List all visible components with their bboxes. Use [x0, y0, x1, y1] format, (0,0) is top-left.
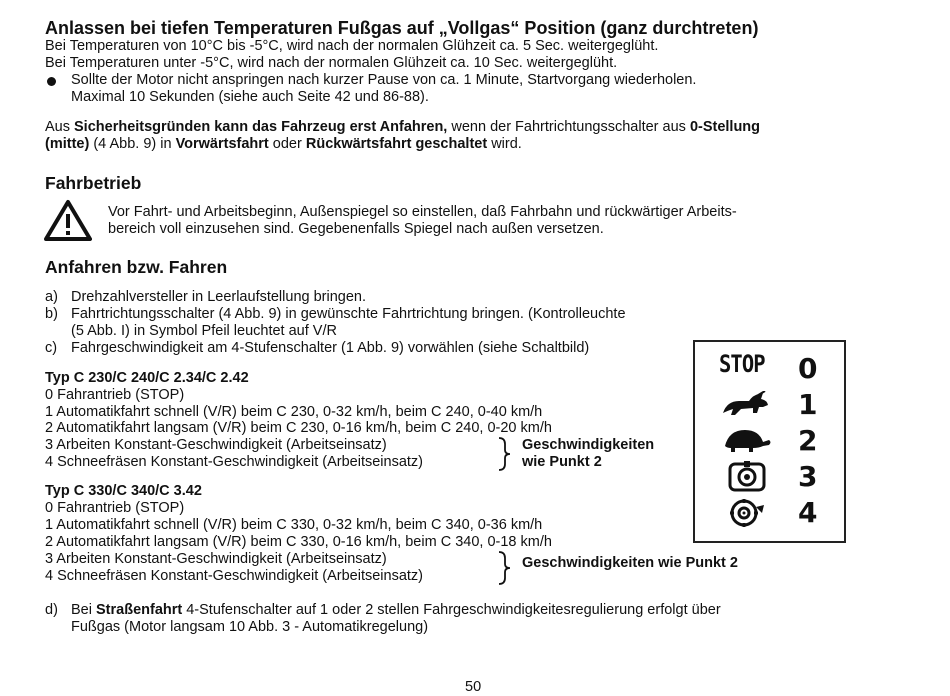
- type1-line3: 3 Arbeiten Konstant-Geschwindigkeit (Arbeitseinsatz): [45, 437, 387, 453]
- item-b-label: b): [45, 306, 58, 322]
- item-b-text2: (5 Abb. I) in Symbol Pfeil leuchtet auf V/R: [71, 323, 337, 339]
- type1-line4: 4 Schneefräsen Konstant-Geschwindigkeit (Arbeitseinsatz): [45, 454, 423, 470]
- start-line2: Bei Temperaturen unter -5°C, wird nach der normalen Glühzeit ca. 10 Sec. weitergeglüht.: [45, 55, 618, 71]
- type2-line3: 3 Arbeiten Konstant-Geschwindigkeit (Arbeitseinsatz): [45, 551, 387, 567]
- type1-brace-note1: Geschwindigkeiten: [522, 437, 655, 453]
- type2-line0: 0 Fahrantrieb (STOP): [45, 500, 185, 516]
- item-c-label: c): [45, 340, 58, 356]
- anfahren-heading: Anfahren bzw. Fahren: [45, 257, 228, 277]
- switch-row-4: [695, 496, 844, 530]
- warning-line2: bereich voll einzusehen sind. Gegebenenfalls Spiegel nach außen versetzen.: [108, 221, 604, 237]
- safety-bold: Rückwärtsfahrt geschaltet: [305, 136, 488, 152]
- type2-line1: 1 Automatikfahrt schnell (V/R) beim C 330, 0-32 km/h, beim C 340, 0-36 km/h: [45, 517, 543, 533]
- page-number: 50: [465, 679, 482, 695]
- item-a-label: a): [45, 289, 58, 305]
- type2-line4: 4 Schneefräsen Konstant-Geschwindigkeit (Arbeitseinsatz): [45, 568, 423, 584]
- position-number: 4: [798, 496, 818, 529]
- stop-label: STOP: [719, 350, 765, 378]
- position-number: 0: [798, 352, 818, 385]
- type1-line2: 2 Automatikfahrt langsam (V/R) beim C 230, 0-16 km/h, beim C 240, 0-20 km/h: [45, 420, 552, 436]
- safety-text: oder: [268, 136, 306, 152]
- warning-triangle-icon: [44, 199, 92, 241]
- item-d-line2: Fußgas (Motor langsam 10 Abb. 3 - Automatikregelung): [71, 619, 429, 635]
- safety-text: wenn der Fahrtrichtungsschalter aus: [447, 119, 690, 135]
- safety-text: Aus: [45, 119, 75, 135]
- switch-row-2: [695, 424, 844, 458]
- item-d-text: 4-Stufenschalter auf 1 oder 2 stellen Fahrgeschwindigkeitesregulierung erfolgt über: [182, 602, 721, 618]
- safety-bold: (mitte): [45, 136, 90, 152]
- tortoise-icon: [719, 426, 773, 454]
- item-d-text: Bei: [71, 602, 96, 618]
- switch-row-0: [695, 352, 844, 386]
- start-bullet-line1: Sollte der Motor nicht anspringen nach kurzer Pause von ca. 1 Minute, Startvorgang wiederholen.: [71, 72, 697, 88]
- item-d-bold: Straßenfahrt: [96, 602, 183, 618]
- position-number: 3: [798, 460, 818, 493]
- safety-text: wird.: [487, 136, 522, 152]
- item-b-text1: Fahrtrichtungsschalter (4 Abb. 9) in gewünschte Fahrtrichtung bringen. (Kontrolleuchte: [71, 306, 626, 322]
- switch-row-1: [695, 388, 844, 422]
- type1-line1: 1 Automatikfahrt schnell (V/R) beim C 230, 0-32 km/h, beim C 240, 0-40 km/h: [45, 404, 543, 420]
- start-heading: Anlassen bei tiefen Temperaturen Fußgas auf „Vollgas“ Position (ganz durchtreten): [45, 18, 759, 38]
- fahrbetrieb-heading: Fahrbetrieb: [45, 173, 142, 193]
- bullet-icon: [47, 77, 56, 86]
- hare-icon: [719, 391, 771, 419]
- safety-line2: [45, 136, 522, 153]
- start-bullet-line2: Maximal 10 Sekunden (siehe auch Seite 42 und 86-88).: [71, 89, 429, 105]
- safety-bold: 0-Stellung: [689, 119, 761, 135]
- type2-heading: Typ C 330/C 340/C 3.42: [45, 483, 202, 499]
- pto-icon: [727, 461, 767, 493]
- safety-text: (4 Abb. 9) in: [89, 136, 176, 152]
- item-c-text: Fahrgeschwindigkeit am 4-Stufenschalter (1 Abb. 9) vorwählen (siehe Schaltbild): [71, 340, 590, 356]
- type1-brace-note2: wie Punkt 2: [522, 454, 602, 470]
- safety-bold: Vorwärtsfahrt: [175, 136, 269, 152]
- safety-line1: [45, 119, 760, 136]
- switch-row-3: [695, 460, 844, 494]
- position-number: 1: [798, 388, 818, 421]
- type2-line2: 2 Automatikfahrt langsam (V/R) beim C 330, 0-16 km/h, beim C 340, 0-18 km/h: [45, 534, 552, 550]
- snow-cutter-icon: [728, 497, 766, 529]
- start-line1: Bei Temperaturen von 10°C bis -5°C, wird nach der normalen Glühzeit ca. 5 Sec. weitergeglüht.: [45, 38, 659, 54]
- brace-icon: [495, 436, 513, 472]
- brace-icon: [495, 550, 513, 586]
- item-d-label: d): [45, 602, 58, 618]
- item-d-line1: [71, 602, 721, 619]
- position-number: 2: [798, 424, 818, 457]
- switch-panel: [693, 340, 846, 543]
- safety-bold: Sicherheitsgründen kann das Fahrzeug erst Anfahren,: [74, 119, 448, 135]
- item-a-text: Drehzahlversteller in Leerlaufstellung bringen.: [71, 289, 366, 305]
- type2-brace-note: Geschwindigkeiten wie Punkt 2: [522, 555, 738, 571]
- warning-line1: Vor Fahrt- und Arbeitsbeginn, Außenspiegel so einstellen, daß Fahrbahn und rückwärtiger Arbeits-: [108, 204, 737, 220]
- type1-line0: 0 Fahrantrieb (STOP): [45, 387, 185, 403]
- type1-heading: Typ C 230/C 240/C 2.34/C 2.42: [45, 370, 249, 386]
